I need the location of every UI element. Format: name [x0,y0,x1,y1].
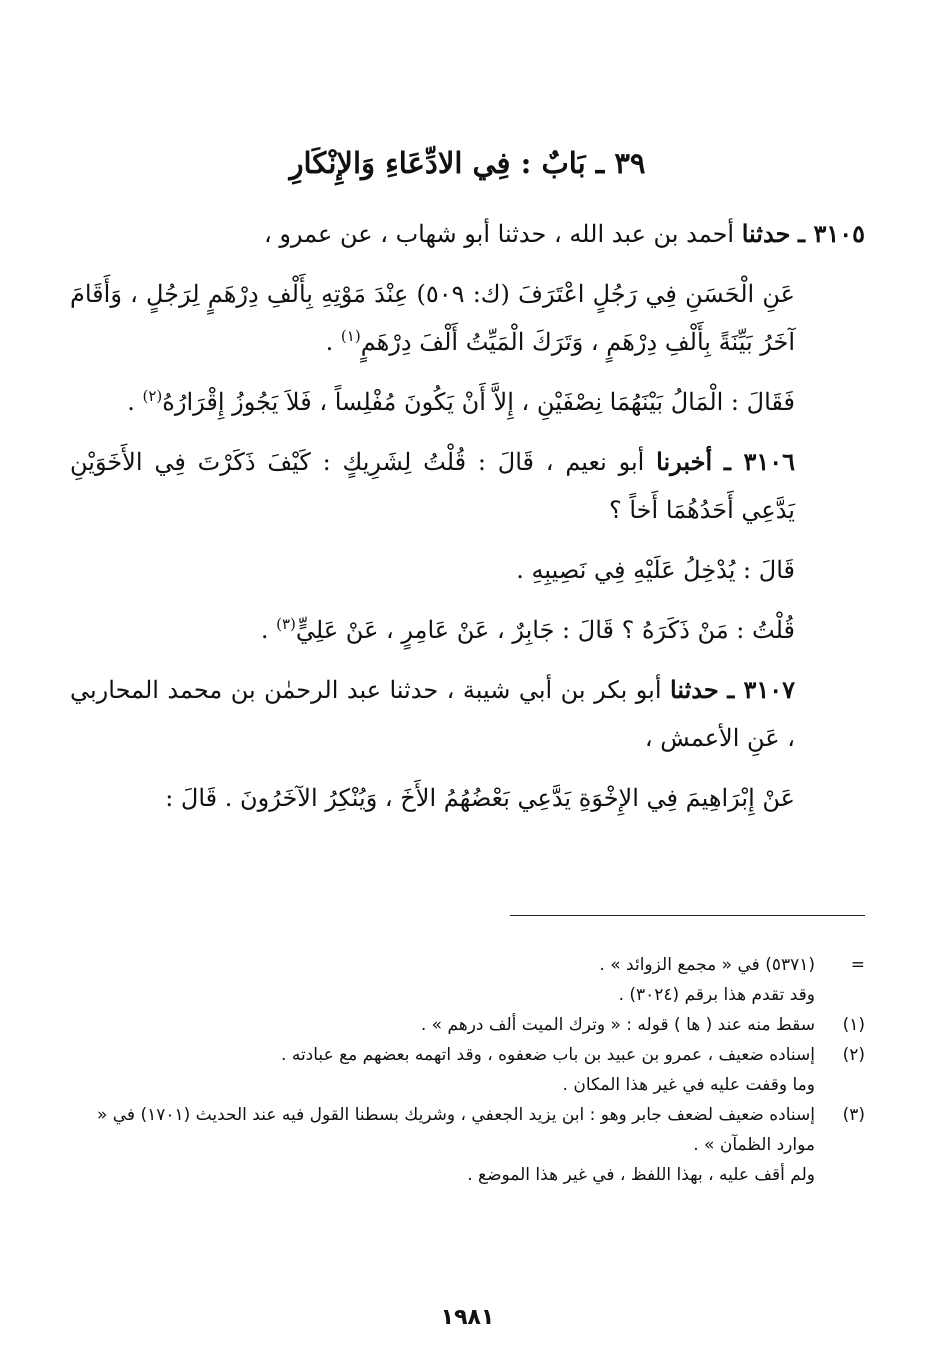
matn-text: عَنِ الْحَسَنِ فِي رَجُلٍ اعْتَرَفَ (ك: ٥٠٩) عِنْدَ مَوْتِهِ بِأَلْفِ دِرْهَمٍ لِرَجُلٍ ، وَأَقَامَ آخَرُ بَيِّنَةً بِأَلْفِ دِرْهَمٍ ، وَتَرَكَ الْمَيِّتُ أَلْفَ دِرْهَمٍ [70,280,795,356]
matn-end: . [325,328,341,356]
footnote-line [80,1160,865,1190]
matn-text: قُلْتُ : مَنْ ذَكَرَهُ ؟ قَالَ : جَابِرٌ ، عَنْ عَامِرٍ ، عَنْ عَلِيٍّ [295,616,795,644]
matn-paragraph: عَنْ إِبْرَاهِيمَ فِي الإِخْوَةِ يَدَّعِي بَعْضُهُمُ الأَخَ ، وَيُنْكِرُ الآخَرُونَ . قَالَ : [165,784,795,812]
footnote-text: إسناده ضعيف لضعف جابر وهو : ابن يزيد الجعفي ، وشريك بسطنا القول فيه عند الحديث (١٧٠١) في « موارد الظمآن » . [96,1105,815,1155]
footnote-text: ولم أقف عليه ، بهذا اللفظ ، في غير هذا الموضع . [467,1165,815,1185]
isnad-text: أبو نعيم ، قَالَ : قُلْتُ لِشَرِيكٍ : كَيْفَ ذَكَرْتَ فِي الأَخَوَيْنِ يَدَّعِي أَحَدُهُمَا أَخاً ؟ [70,448,795,524]
chapter-title: ٣٩ ـ بَابٌ : فِي الادِّعَاءِ وَالإِنْكَارِ [289,146,646,180]
footnote-text: (٥٣٧١) في « مجمع الزوائد » . [599,955,815,975]
footnote-line [80,1070,865,1100]
footnote-line [80,1100,865,1160]
footnote-ref[interactable]: (١) [340,327,361,345]
hadith-3106 [70,438,865,534]
isnad-text: أبو بكر بن أبي شيبة ، حدثنا عبد الرحمٰن بن محمد المحاربي ، عَنِ الأعمش ، [70,676,795,752]
footnote-line [80,950,865,980]
matn-text: فَقَالَ : الْمَالُ بَيْنَهُمَا نِصْفَيْنِ ، إِلاَّ أَنْ يَكُونَ مُفْلِساً ، فَلاَ يَجُوزُ إِقْرَارُهُ [162,388,795,416]
footnote-mark [815,980,865,1010]
footnote-mark [815,1160,865,1190]
hadith-number: ٣١٠٦ ـ [723,447,796,476]
matn-end: . [260,616,277,644]
footnote-mark: = [850,955,865,975]
main-text [70,210,865,834]
isnad-text: أحمد بن عبد الله ، حدثنا أبو شهاب ، عن عمرو ، [263,220,735,248]
footnote-text: وما وقفت عليه في غير هذا المكان . [562,1075,815,1095]
footnote-text: وقد تقدم هذا برقم (٣٠٢٤) . [618,985,815,1005]
footnote-line [80,980,865,1010]
hadith-3105 [70,210,865,258]
matn-paragraph [70,606,865,654]
isnad-lead: أخبرنا [656,447,713,476]
footnote-ref[interactable]: (٢) [142,387,163,405]
hadith-number: ٣١٠٧ ـ [727,675,795,704]
footnotes [80,950,865,1190]
footnote-mark [815,1070,865,1100]
matn-end: . [127,388,143,416]
footnote-mark: (١) [842,1015,865,1035]
hadith-number: ٣١٠٥ ـ [798,219,865,248]
isnad-lead: حدثنا [670,675,719,704]
footnote-line [80,1010,865,1040]
matn-paragraph [70,378,865,426]
footnote-divider [510,915,865,916]
matn-paragraph [70,270,865,366]
isnad-lead: حدثنا [741,219,791,248]
footnote-ref[interactable]: (٣) [276,615,296,633]
matn-paragraph: قَالَ : يُدْخِلُ عَلَيْهِ فِي نَصِيبِهِ . [516,556,795,584]
footnote-text: سقط منه عند ( ها ) قوله : « وترك الميت ألف درهم » . [420,1015,815,1035]
hadith-3107 [70,666,865,762]
footnote-mark: (٣) [842,1105,865,1125]
footnote-text: إسناده ضعيف ، عمرو بن عبيد بن باب ضعفوه ، وقد اتهمه بعضهم مع عبادته . [281,1045,815,1065]
page-number: ١٩٨١ [440,1305,495,1330]
footnote-mark: (٢) [842,1045,865,1065]
footnote-line [80,1040,865,1070]
